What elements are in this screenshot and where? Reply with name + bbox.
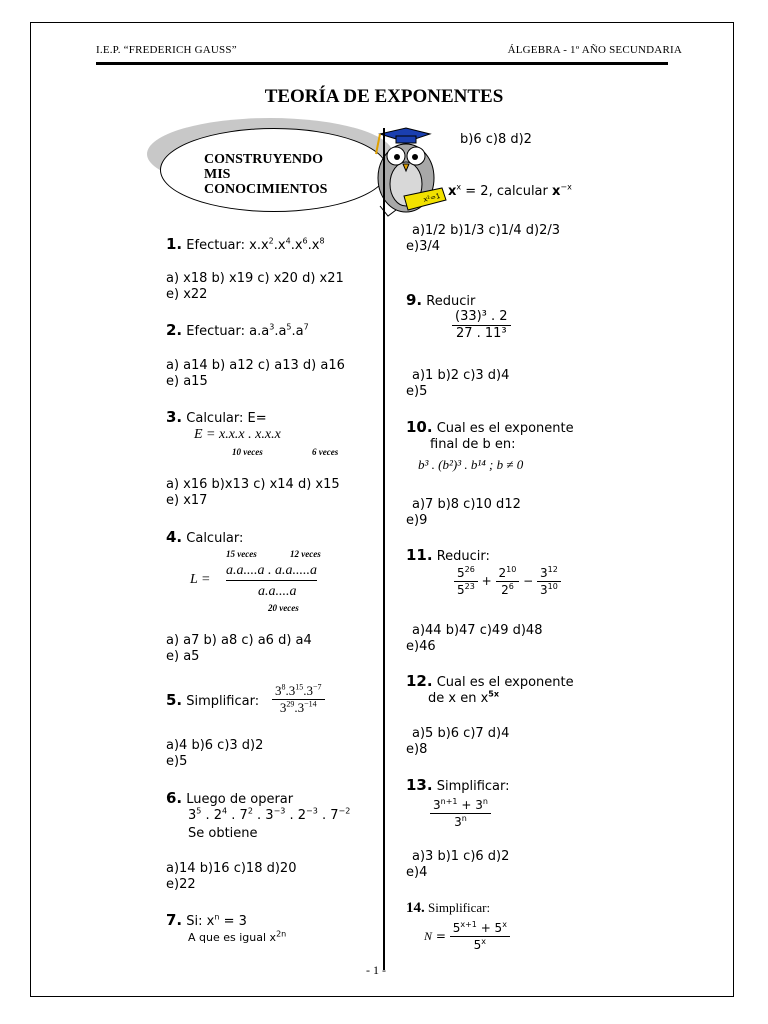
- problem-14-formula: N = $\frac{5^{x+1} + 5^x}{5^x}$: [424, 920, 510, 953]
- problem-4-denominator: a.a....a: [258, 584, 297, 599]
- school-name: I.E.P. “FREDERICH GAUSS”: [96, 44, 237, 56]
- column-divider: [383, 128, 385, 970]
- page-title: TEORÍA DE EXPONENTES: [264, 86, 504, 107]
- problem-3-option-e: e) x17: [166, 493, 208, 508]
- problem-10-line-2: final de b en:: [430, 437, 516, 452]
- problem-1-option-e: e) x22: [166, 287, 208, 302]
- problem-1: 1. Efectuar: $x.x^2.x^4.x^6.x^8$: [166, 235, 325, 253]
- problem-9-option-e: e)5: [406, 384, 428, 399]
- problem-11-option-e: e)46: [406, 639, 436, 654]
- problem-4: 4. Calcular:: [166, 528, 244, 546]
- problem-12-options: a)5 b)6 c)7 d)4: [412, 726, 510, 741]
- problem-13-options: a)3 b)1 c)6 d)2: [412, 849, 510, 864]
- header-rule: [96, 62, 668, 65]
- problem-2-options: a) a14 b) a12 c) a13 d) a16: [166, 358, 345, 373]
- problem-3-options: a) x16 b)x13 c) x14 d) x15: [166, 477, 340, 492]
- problem-5-option-e: e)5: [166, 754, 188, 769]
- problem-6-options: a)14 b)16 c)18 d)20: [166, 861, 297, 876]
- problem-13-fraction: $\frac{3^{n+1} + 3^n}{3^n}$: [430, 797, 491, 830]
- problem-4-lhs: L =: [190, 572, 211, 587]
- problem-9-fraction: $\frac{\text{(33)³ . 2}}{\text{27 . 11³}}$: [452, 309, 511, 342]
- course-name: ÁLGEBRA - 1º AÑO SECUNDARIA: [507, 44, 682, 56]
- problem-10-expression: b³ . (b²)³ . b¹⁴ ; b ≠ 0: [418, 457, 524, 472]
- page-number: - 1 -: [366, 963, 386, 977]
- problem-4-options: a) a7 b) a8 c) a6 d) a4: [166, 633, 312, 648]
- problem-8-option-e: e)3/4: [406, 239, 440, 254]
- problem-3-under-2: 6 veces: [312, 447, 339, 457]
- problem-4-over-1: 15 veces: [226, 549, 257, 559]
- problem-4-numerator: a.a....a . a.a.....a: [226, 563, 317, 581]
- problem-4-over-2: 12 veces: [290, 549, 321, 559]
- problem-12-line-2: de x en $x^{5x}$: [428, 689, 500, 706]
- problem-4-under: 20 veces: [268, 603, 299, 613]
- problem-8-options: a)1/2 b)1/3 c)1/4 d)2/3: [412, 223, 560, 238]
- problem-8-given: $x^x = 2$, calcular $x^{-x}$: [448, 182, 572, 199]
- problem-6-expression: $3^5$ . $2^4$ . $7^2$ . $3^{-3}$ . $2^{-3}$ . $7^{-2}$: [188, 806, 351, 823]
- problem-7: 7. Si: $x^n = 3$: [166, 911, 247, 929]
- problem-10-options: a)7 b)8 c)10 d12: [412, 497, 521, 512]
- problem-5-options: a)4 b)6 c)3 d)2: [166, 738, 264, 753]
- problem-3-formula: E = x.x.x . x.x.x: [194, 427, 281, 442]
- problem-13-option-e: e)4: [406, 865, 428, 880]
- problem-12: 12. Cual es el exponente: [406, 672, 574, 690]
- problem-12-option-e: e)8: [406, 742, 428, 757]
- problem-6-option-e: e)22: [166, 877, 196, 892]
- problem-11-expression: $\frac{5^{26}}{5^{23}}$ + $\frac{2^{10}}{2^6}$ − $\frac{3^{12}}{3^{10}}$: [454, 565, 561, 598]
- problem-1-options: a) x18 b) x19 c) x20 d) x21: [166, 271, 344, 286]
- svg-text:x²=1: x²=1: [422, 191, 442, 204]
- owl-graduate-icon: [366, 126, 448, 218]
- problem-5: 5. Simplificar:: [166, 691, 260, 709]
- problem-2: 2. Efectuar: $a.a^3.a^5.a^7$: [166, 321, 309, 339]
- problem-13: 13. Simplificar:: [406, 776, 510, 794]
- problem-3: 3. Calcular: E=: [166, 408, 267, 426]
- problem-10: 10. Cual es el exponente: [406, 418, 574, 436]
- problem-3-under-1: 10 veces: [232, 447, 263, 457]
- banner-text: CONSTRUYENDO MIS CONOCIMIENTOS: [204, 152, 328, 197]
- problem-11-options: a)44 b)47 c)49 d)48: [412, 623, 543, 638]
- problem-4-option-e: e) a5: [166, 649, 200, 664]
- problem-7-options: b)6 c)8 d)2: [460, 132, 532, 147]
- problem-10-option-e: e)9: [406, 513, 428, 528]
- problem-14: 14. Simplificar:: [406, 900, 491, 916]
- problem-9: 9. Reducir: [406, 291, 476, 309]
- problem-7-question: A que es igual $x^{2n}$: [188, 929, 287, 944]
- problem-9-options: a)1 b)2 c)3 d)4: [412, 368, 510, 383]
- problem-6: 6. Luego de operar: [166, 789, 294, 807]
- problem-11: 11. Reducir:: [406, 546, 490, 564]
- problem-5-fraction: $\frac{3^8.3^{15}.3^{-7}}{3^{29}.3^{-14}}$: [272, 683, 325, 716]
- problem-6-result-label: Se obtiene: [188, 826, 258, 841]
- problem-2-option-e: e) a15: [166, 374, 208, 389]
